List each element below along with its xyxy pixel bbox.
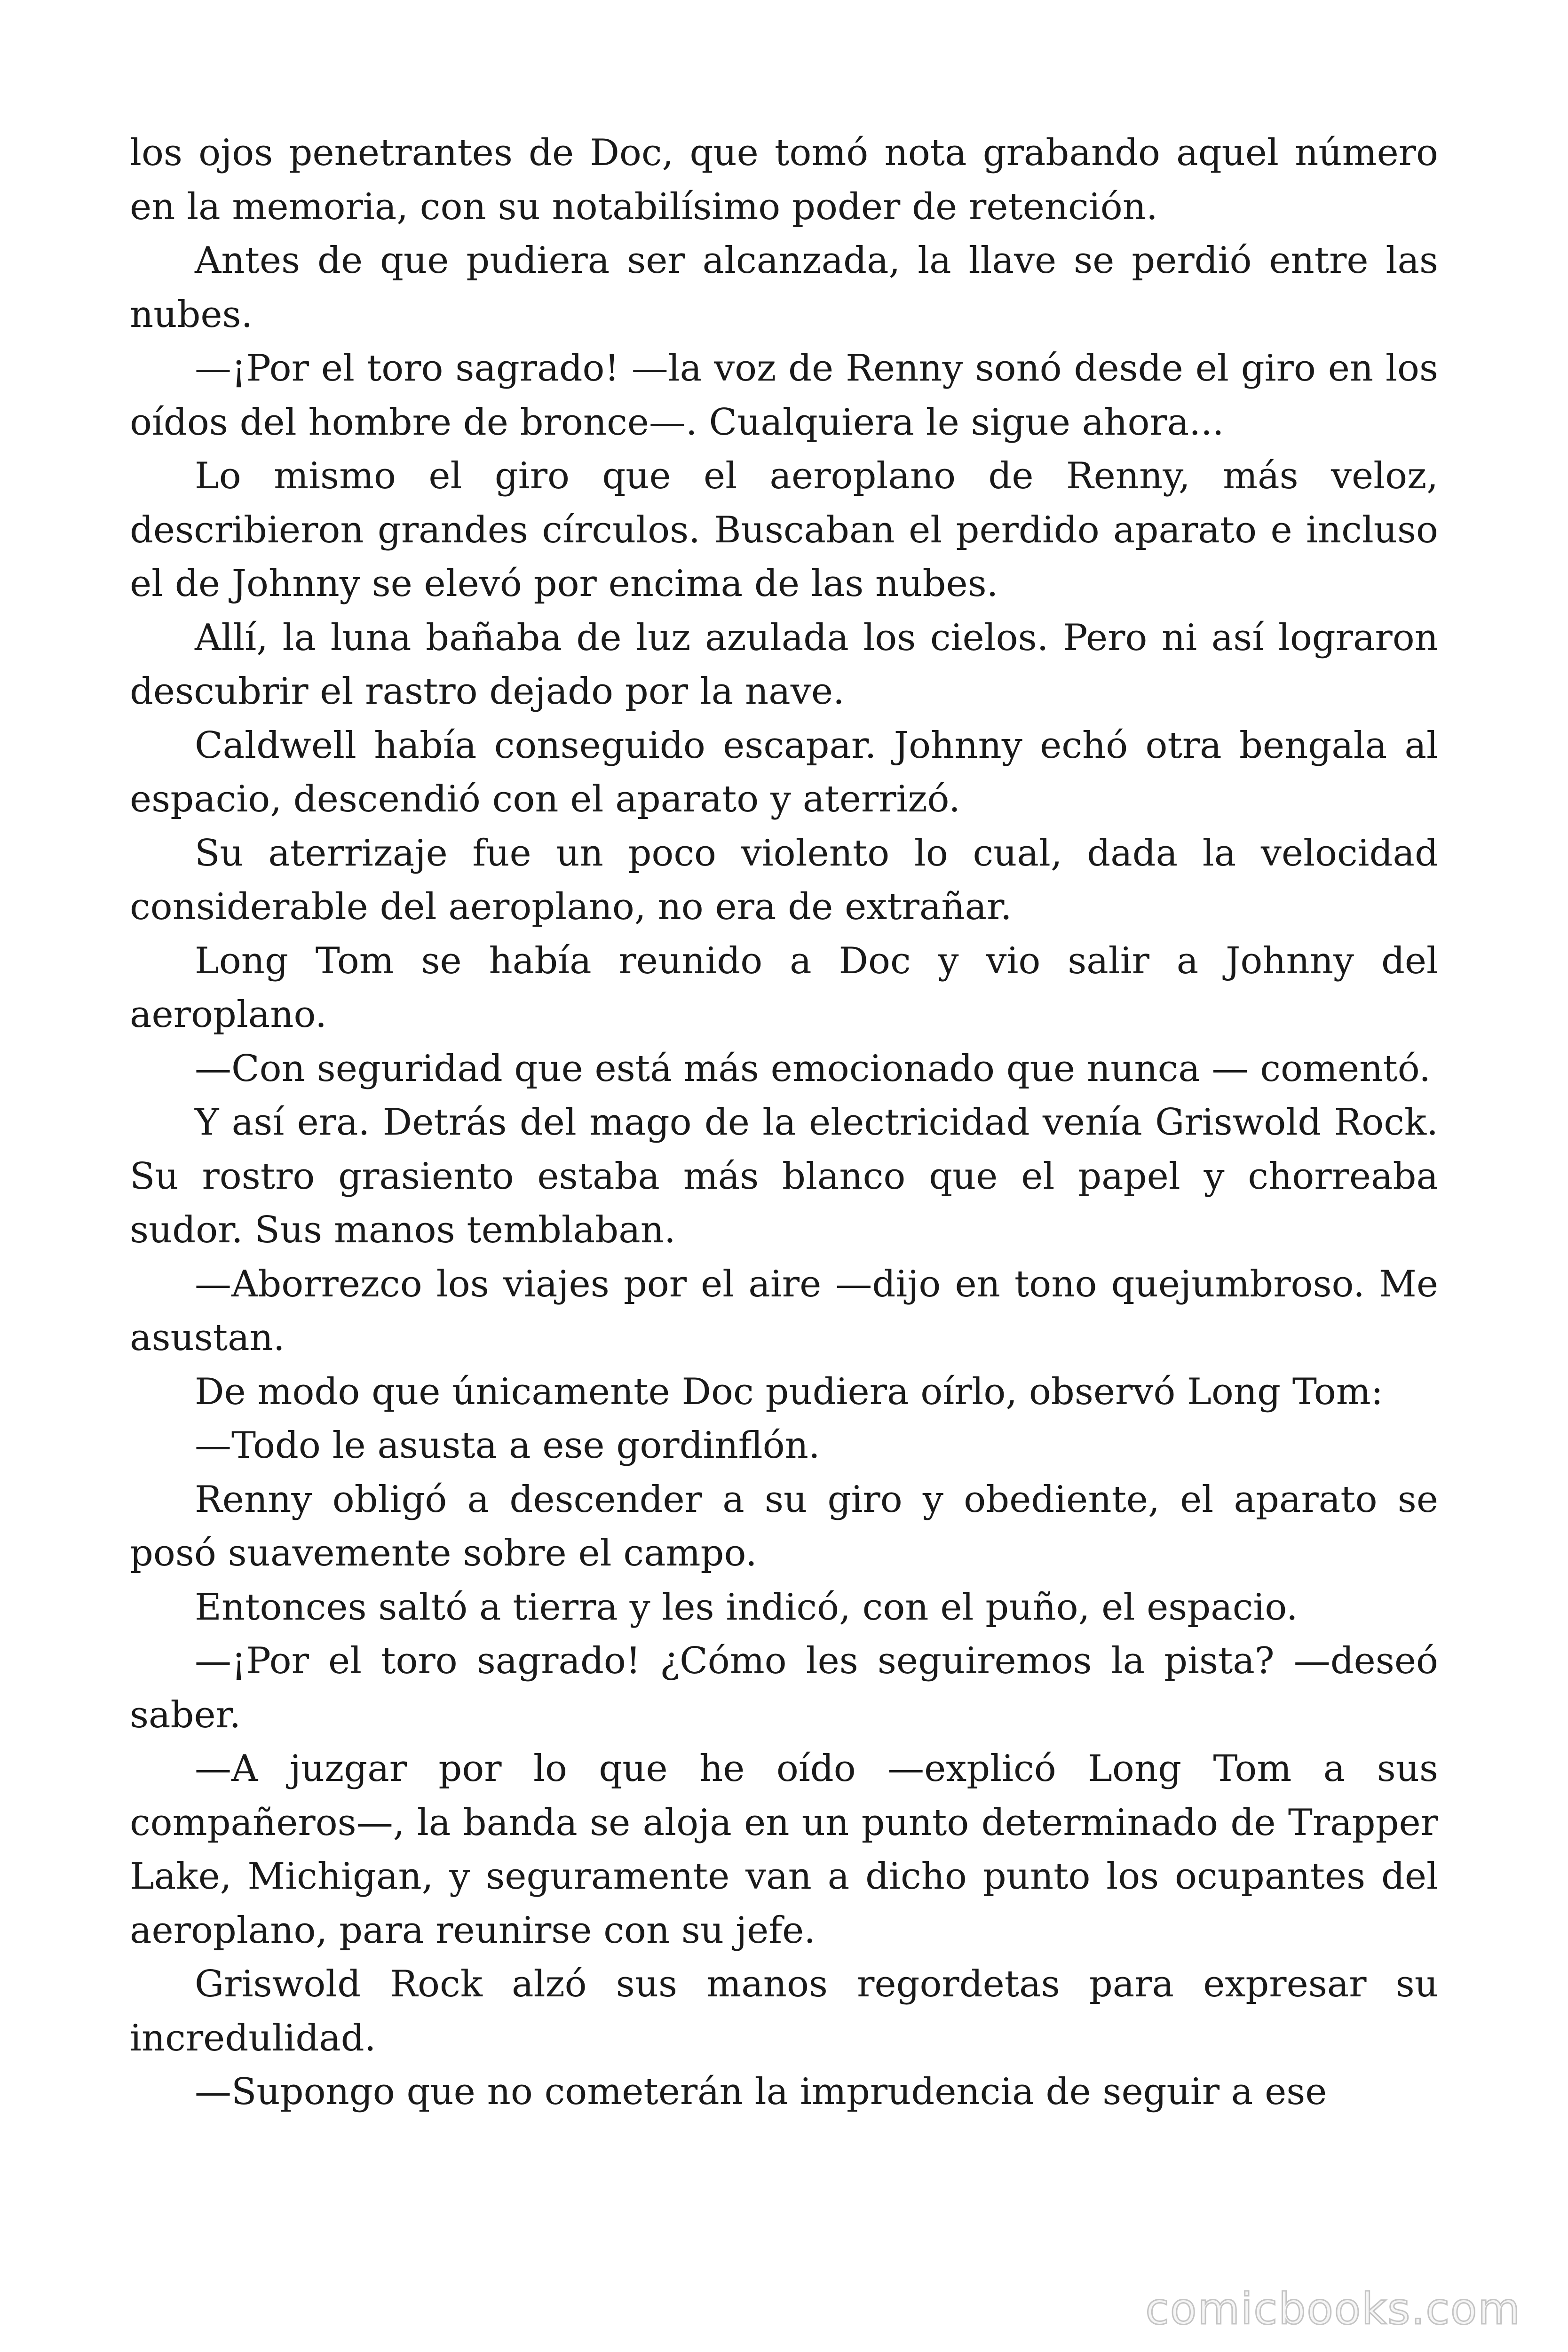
paragraph-3: —¡Por el toro sagrado! —la voz de Renny sonó desde el giro en los oídos del hombre de bronce—. Cualquiera le sigue ahora... bbox=[130, 347, 1438, 444]
paragraph-4: Lo mismo el giro que el aeroplano de Renny, más veloz, describieron grandes círculos. Buscaban el perdido aparato e incluso el de Johnny se elevó por encima de las nubes. bbox=[130, 455, 1438, 605]
paragraph-5: Allí, la luna bañaba de luz azulada los cielos. Pero ni así lograron descubrir el rastro dejado por la nave. bbox=[130, 616, 1438, 713]
paragraph-15: Entonces saltó a tierra y les indicó, con el puño, el espacio. bbox=[195, 1586, 1298, 1629]
paragraph-17: —A juzgar por lo que he oído —explicó Long Tom a sus compañeros—, la banda se aloja en un punto determinado de Trapper Lake, Michigan, y seguramente van a dicho punto los ocupantes del aeroplano, para reunirse con su jefe. bbox=[130, 1748, 1438, 1952]
paragraph-12: De modo que únicamente Doc pudiera oírlo, observó Long Tom: bbox=[195, 1370, 1384, 1413]
paragraph-11: —Aborrezco los viajes por el aire —dijo en tono quejumbroso. Me asustan. bbox=[130, 1263, 1438, 1359]
paragraph-10: Y así era. Detrás del mago de la electricidad venía Griswold Rock. Su rostro grasiento estaba más blanco que el papel y chorreaba sudor. Sus manos temblaban. bbox=[130, 1101, 1438, 1251]
paragraph-19: —Supongo que no cometerán la imprudencia de seguir a ese bbox=[195, 2071, 1327, 2113]
body-text bbox=[130, 126, 1438, 2119]
paragraph-6: Caldwell había conseguido escapar. Johnny echó otra bengala al espacio, descendió con el aparato y aterrizó. bbox=[130, 724, 1438, 820]
paragraph-9: —Con seguridad que está más emocionado que nunca — comentó. bbox=[195, 1047, 1431, 1090]
watermark: comicbooks.com bbox=[1145, 2284, 1521, 2334]
paragraph-1: los ojos penetrantes de Doc, que tomó nota grabando aquel número en la memoria, con su notabilísimo poder de retención. bbox=[130, 132, 1438, 228]
paragraph-18: Griswold Rock alzó sus manos regordetas para expresar su incredulidad. bbox=[130, 1963, 1438, 2059]
paragraph-8: Long Tom se había reunido a Doc y vio salir a Johnny del aeroplano. bbox=[130, 939, 1438, 1036]
paragraph-13: —Todo le asusta a ese gordinflón. bbox=[195, 1424, 820, 1467]
paragraph-14: Renny obligó a descender a su giro y obediente, el aparato se posó suavemente sobre el campo. bbox=[130, 1478, 1438, 1574]
paragraph-7: Su aterrizaje fue un poco violento lo cual, dada la velocidad considerable del aeroplano, no era de extrañar. bbox=[130, 832, 1438, 928]
paragraph-16: —¡Por el toro sagrado! ¿Cómo les seguiremos la pista? —deseó saber. bbox=[130, 1640, 1438, 1736]
paragraph-2: Antes de que pudiera ser alcanzada, la llave se perdió entre las nubes. bbox=[130, 239, 1438, 336]
